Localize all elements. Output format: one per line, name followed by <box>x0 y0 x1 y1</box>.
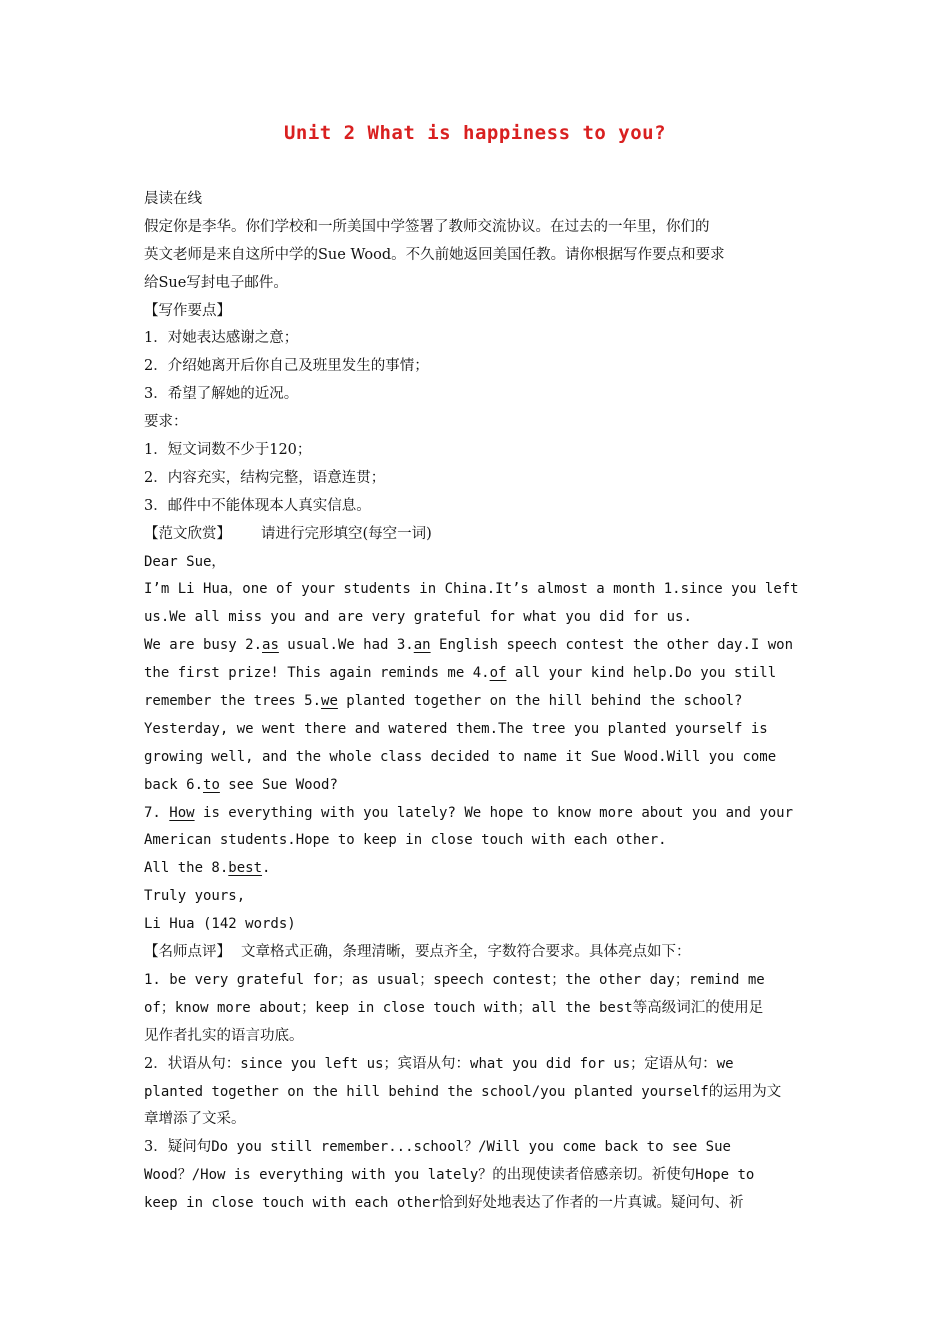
letter-line <box>144 660 810 688</box>
blank-7: How <box>169 804 195 821</box>
letter-text: I’m Li Hua，one of your students in China.It’s almost a month 1. <box>144 581 681 598</box>
review-text: keep in close touch with each other <box>144 1195 440 1212</box>
letter-text: All the 8. <box>144 860 229 877</box>
writing-point-2: 2．介绍她离开后你自己及班里发生的事情； <box>144 358 429 375</box>
requirements-heading: 要求： <box>144 414 188 431</box>
review-item-3-line-1 <box>144 1134 810 1162</box>
review-text: since you left us； <box>240 1055 398 1072</box>
letter-line <box>144 632 810 660</box>
letter-text: usual.We had 3. <box>278 637 414 654</box>
letter-line: Yesterday, we went there and watered them.The tree you planted yourself is <box>144 720 768 737</box>
letter-text: all your kind help.Do you still <box>506 665 777 682</box>
review-text: Do you still remember...school？/Will you come back to see Sue <box>211 1139 731 1156</box>
blank-8: best <box>228 860 263 877</box>
review-item-2-line-1 <box>144 1051 810 1079</box>
writing-point-3: 3．希望了解她的近况。 <box>144 386 299 403</box>
review-heading: 【名师点评】 <box>144 944 231 961</box>
letter-text: English speech contest the other day.I won <box>430 637 794 654</box>
review-item-2-line-2 <box>144 1079 810 1107</box>
review-text: of；know more about；keep in close touch with；all the best <box>144 999 633 1016</box>
writing-point-1: 1．对她表达感谢之意； <box>144 330 299 347</box>
review-text: Hope to <box>695 1167 755 1184</box>
review-text: 2．状语从句： <box>144 1055 241 1072</box>
letter-line <box>144 772 810 800</box>
sample-heading: 【范文欣赏】 <box>144 525 231 542</box>
sample-instruction: 请进行完形填空(每空一词) <box>261 525 432 542</box>
letter-text: . <box>262 860 271 877</box>
requirement-1: 1．短文词数不少于120； <box>144 442 312 459</box>
review-item-3-line-2 <box>144 1162 810 1190</box>
letter-text: 7. <box>144 804 170 821</box>
review-text: 恰到好处地表达了作者的一片真诚。疑问句、祈 <box>439 1195 744 1212</box>
blank-5: we <box>321 693 338 710</box>
blank-3: an <box>413 637 431 654</box>
review-intro: 文章格式正确，条理清晰，要点齐全，字数符合要求。具体亮点如下： <box>241 944 691 961</box>
blank-4: of <box>489 665 507 682</box>
letter-text: you left <box>722 581 799 598</box>
page-title: Unit 2 What is happiness to you? <box>283 122 667 144</box>
letter-line: growing well, and the whole class decided to name it Sue Wood.Will you come <box>144 748 777 765</box>
section-heading-morning-reading: 晨读在线 <box>144 191 202 207</box>
requirement-3: 3．邮件中不能体现本人真实信息。 <box>144 497 371 514</box>
letter-text: planted together on the hill behind the school? <box>337 693 743 710</box>
letter-closing: Truly yours, <box>144 888 246 905</box>
document-body <box>144 186 810 1218</box>
review-text: Wood？/How is everything with you lately？ <box>144 1167 493 1184</box>
requirement-2: 2．内容充实，结构完整，语意连贯； <box>144 469 386 486</box>
review-text: we <box>716 1055 734 1072</box>
review-text: 3．疑问句 <box>144 1139 212 1156</box>
letter-text: the first prize! This again reminds me 4. <box>144 665 490 682</box>
letter-text: remember the trees 5. <box>144 693 322 710</box>
letter-line <box>144 688 810 716</box>
letter-line: American students.Hope to keep in close touch with each other. <box>144 832 667 849</box>
review-text: 的出现使读者倍感亲切。祈使句 <box>492 1167 696 1184</box>
letter-text: see Sue Wood? <box>219 776 338 793</box>
letter-text: back 6. <box>144 776 204 793</box>
letter-text: We are busy 2. <box>144 637 263 654</box>
review-text: 宾语从句： <box>397 1055 471 1072</box>
review-text: what you did for us； <box>470 1055 645 1072</box>
letter-signature: Li Hua (142 words) <box>144 916 296 933</box>
letter-line <box>144 855 810 883</box>
blank-2: as <box>262 637 279 654</box>
blank-1: since <box>680 581 723 598</box>
writing-points-heading: 【写作要点】 <box>144 302 231 319</box>
sample-heading-line <box>144 521 810 549</box>
letter-line: us.We all miss you and are very grateful for what you did for us. <box>144 609 692 626</box>
letter-line <box>144 576 810 604</box>
letter-greeting: Dear Sue， <box>144 553 226 570</box>
review-text: planted together on the hill behind the school/you planted yourself <box>144 1083 709 1100</box>
review-item-1-line-2 <box>144 995 810 1023</box>
prompt-line-1: 假定你是李华。你们学校和一所美国中学签署了教师交流协议。在过去的一年里，你们的 <box>144 218 710 235</box>
letter-line <box>144 800 810 828</box>
review-item-1-line-1: 1. be very grateful for；as usual；speech contest；the other day；remind me <box>144 971 765 988</box>
prompt-line-3: 给Sue写封电子邮件。 <box>144 274 288 291</box>
review-text: 等高级词汇的使用足 <box>632 999 764 1016</box>
blank-6: to <box>203 776 220 793</box>
review-item-3-line-3 <box>144 1190 810 1218</box>
review-item-2-line-3: 章增添了文采。 <box>144 1111 246 1128</box>
review-text: 定语从句： <box>644 1055 717 1072</box>
prompt-line-2: 英文老师是来自这所中学的Sue Wood。不久前她返回美国任教。请你根据写作要点和要求 <box>144 246 725 263</box>
review-item-1-line-3: 见作者扎实的语言功底。 <box>144 1027 304 1044</box>
review-text: 的运用为文 <box>708 1083 782 1100</box>
review-heading-line <box>144 939 810 967</box>
letter-text: is everything with you lately? We hope to know more about you and your <box>194 804 794 821</box>
